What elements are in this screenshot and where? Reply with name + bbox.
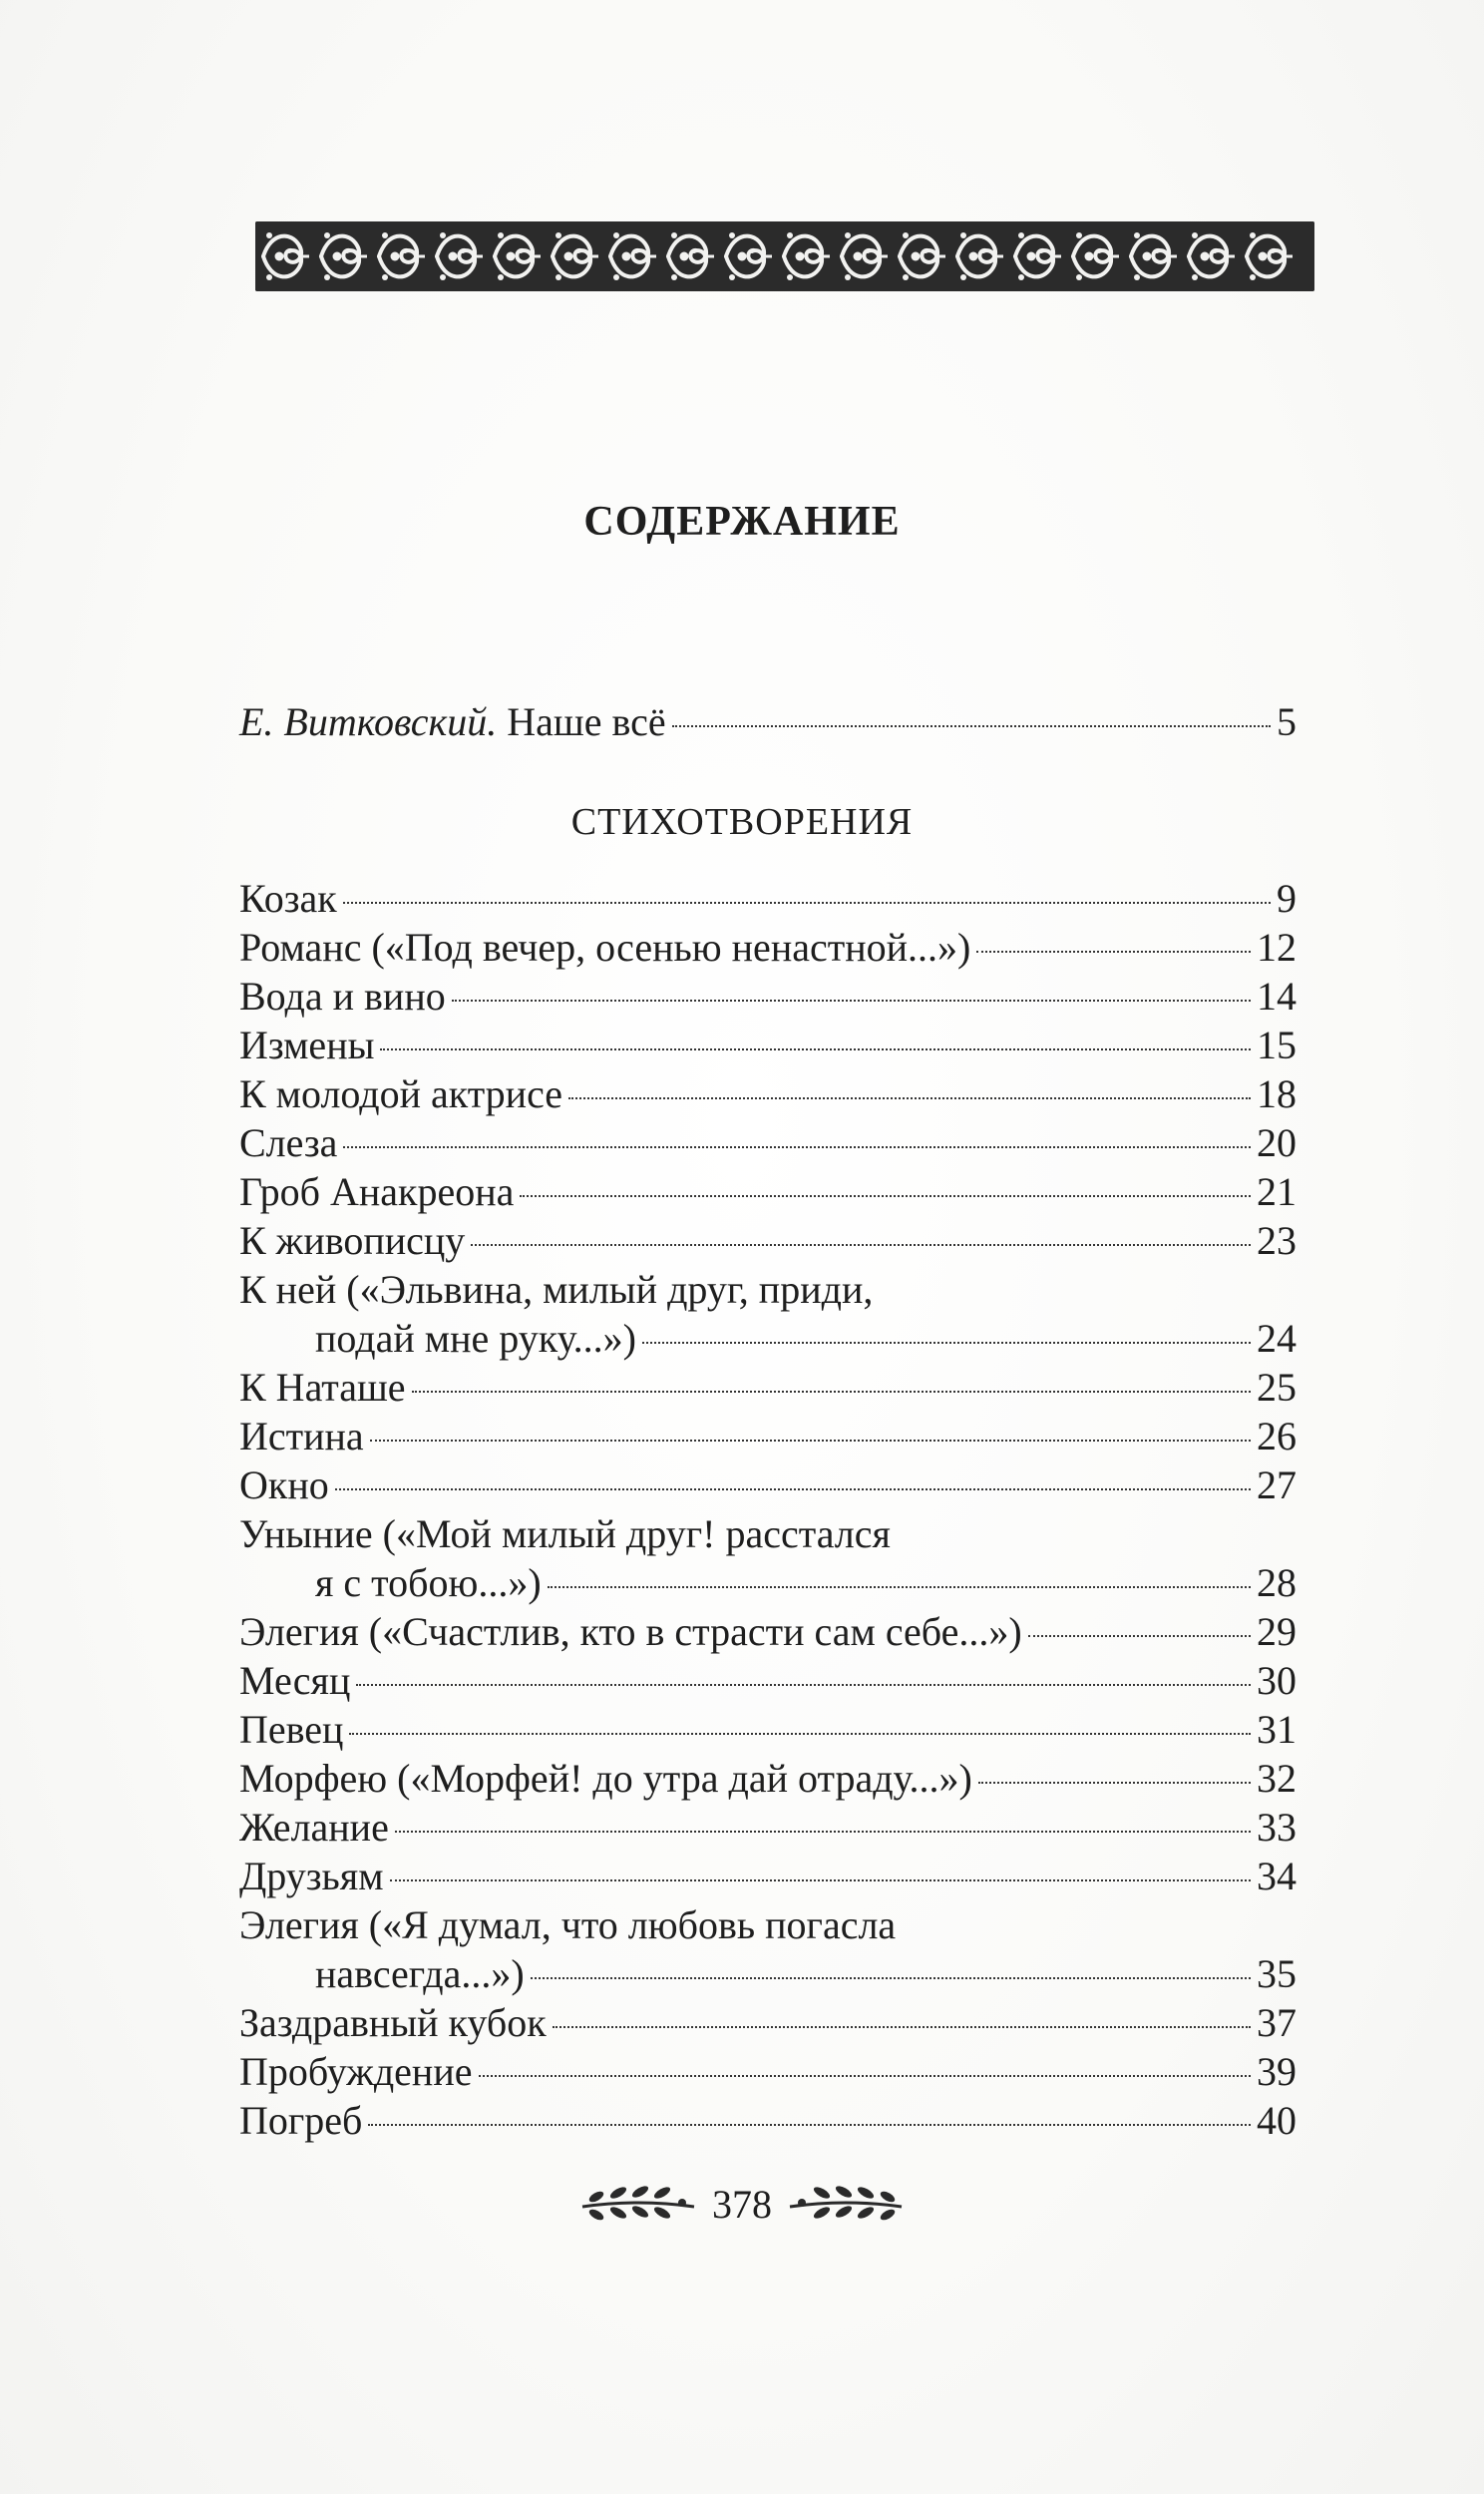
toc-entry-page: 29 [1257, 1609, 1297, 1654]
toc-entry-label: Погреб [239, 2098, 363, 2143]
toc-entry-page: 39 [1257, 2049, 1297, 2094]
toc-entry-label: К живописцу [239, 1218, 466, 1263]
floral-ornament-band-icon [255, 221, 1314, 291]
toc-entry[interactable] [239, 1853, 1297, 1900]
toc-entry-label: К Наташе [239, 1365, 406, 1410]
toc-entry-page: 40 [1257, 2098, 1297, 2143]
toc-entry-label-line1[interactable]: К ней («Эльвина, милый друг, приди, [239, 1267, 874, 1312]
toc-entry-label: Пробуждение [239, 2049, 473, 2094]
toc-entry[interactable] [239, 1217, 1297, 1265]
page-footer [0, 2175, 1484, 2235]
toc-entry-label: Слеза [239, 1120, 338, 1165]
toc-entry-page: 15 [1257, 1023, 1297, 1067]
toc-entry-page: 27 [1257, 1462, 1297, 1507]
toc-entry[interactable] [239, 875, 1297, 923]
toc-entry-label: Козак [239, 876, 337, 921]
dot-leader [1028, 1635, 1251, 1637]
dot-leader [395, 1831, 1251, 1833]
section-title: СТИХОТВОРЕНИЯ [570, 801, 914, 843]
dot-leader [343, 1146, 1251, 1148]
dot-leader [368, 2124, 1251, 2126]
dot-leader [452, 1000, 1251, 1002]
toc-entry-label: Певец [239, 1707, 344, 1752]
dot-leader [642, 1342, 1251, 1344]
toc-entry-page: 12 [1257, 925, 1297, 970]
toc-entry-label: Истина [239, 1414, 364, 1458]
dot-leader [479, 2075, 1252, 2077]
toc-entry-title: Наше всё [507, 699, 666, 744]
laurel-branch-right-icon [786, 2181, 906, 2230]
toc-entry-intro[interactable] [239, 698, 1297, 746]
toc-entry[interactable] [239, 1070, 1297, 1118]
dot-leader [976, 951, 1251, 953]
toc-entry[interactable] [239, 2097, 1297, 2145]
toc-entry-label: Измены [239, 1023, 375, 1067]
toc-entry[interactable] [239, 1022, 1297, 1069]
toc-entry-label: Элегия («Счастлив, кто в страсти сам себе...») [239, 1609, 1022, 1654]
dot-leader [520, 1195, 1251, 1197]
toc-entry-page: 37 [1257, 2000, 1297, 2045]
toc-entry[interactable] [239, 1559, 1297, 1607]
toc-entry-label-line2: навсегда...») [315, 1951, 525, 1996]
toc-entry-label: Месяц [239, 1658, 351, 1703]
toc-entry[interactable] [239, 1168, 1297, 1216]
dot-leader [412, 1391, 1251, 1393]
toc-entry-label: Заздравный кубок [239, 2000, 547, 2045]
toc-entry[interactable] [239, 973, 1297, 1021]
toc-entry[interactable] [239, 1950, 1297, 1998]
toc-entry[interactable] [239, 1315, 1297, 1363]
toc-entry[interactable] [239, 924, 1297, 972]
toc-entry-page: 28 [1257, 1560, 1297, 1605]
toc-entry[interactable] [239, 1706, 1297, 1754]
toc-entry[interactable] [239, 1755, 1297, 1803]
toc-entry-page: 5 [1277, 699, 1297, 744]
dot-leader [335, 1488, 1251, 1490]
toc-entry-label: Морфею («Морфей! до утра дай отраду...») [239, 1756, 972, 1801]
dot-leader [553, 2026, 1251, 2028]
toc-entry-page: 34 [1257, 1854, 1297, 1898]
toc-entry[interactable] [239, 1804, 1297, 1852]
page-title: СОДЕРЖАНИЕ [583, 499, 901, 545]
toc-entry-page: 24 [1257, 1316, 1297, 1361]
dot-leader [380, 1048, 1251, 1050]
toc-entry-label-line2: я с тобою...») [315, 1560, 542, 1605]
dot-leader [471, 1244, 1251, 1246]
toc-entry-author: Е. Витковский. [239, 699, 498, 744]
dot-leader [356, 1684, 1251, 1686]
toc-entry-label: К молодой актрисе [239, 1071, 563, 1116]
toc-entry[interactable] [239, 1608, 1297, 1656]
toc-entry-page: 14 [1257, 974, 1297, 1019]
laurel-branch-left-icon [578, 2181, 698, 2230]
dot-leader [672, 725, 1271, 727]
toc-entry-label-line1[interactable]: Элегия («Я думал, что любовь погасла [239, 1902, 897, 1947]
toc-entry[interactable] [239, 2048, 1297, 2096]
toc-entry[interactable] [239, 1657, 1297, 1705]
toc-entry[interactable] [239, 1413, 1297, 1460]
toc-entry-label: Вода и вино [239, 974, 446, 1019]
toc-entry[interactable] [239, 1119, 1297, 1167]
toc-entry-label: Романс («Под вечер, осенью ненастной...») [239, 925, 971, 970]
toc-entry-label [239, 698, 666, 746]
dot-leader [349, 1733, 1251, 1735]
dot-leader [343, 902, 1271, 904]
toc-entry-page: 30 [1257, 1658, 1297, 1703]
toc-entry-page: 32 [1257, 1756, 1297, 1801]
toc-entry-label: Друзьям [239, 1854, 384, 1898]
toc-entry-label-line1[interactable]: Уныние («Мой милый друг! расстался [239, 1511, 891, 1556]
dot-leader [531, 1977, 1251, 1979]
dot-leader [370, 1440, 1251, 1442]
toc-entry-page: 25 [1257, 1365, 1297, 1410]
toc-entry-page: 26 [1257, 1414, 1297, 1458]
toc-entry-page: 20 [1257, 1120, 1297, 1165]
toc-entry-page: 23 [1257, 1218, 1297, 1263]
toc-entry-label-line2: подай мне руку...») [315, 1316, 636, 1361]
toc-entry-label: Окно [239, 1462, 329, 1507]
dot-leader [548, 1586, 1251, 1588]
toc-entry-page: 9 [1277, 876, 1297, 921]
toc-entry[interactable] [239, 1364, 1297, 1412]
toc-entry-page: 35 [1257, 1951, 1297, 1996]
dot-leader [390, 1879, 1251, 1881]
toc-entry[interactable] [239, 1461, 1297, 1509]
dot-leader [978, 1782, 1251, 1784]
toc-entry-page: 21 [1257, 1169, 1297, 1214]
toc-entry-page: 31 [1257, 1707, 1297, 1752]
page-number: 378 [712, 2182, 772, 2227]
toc-entry[interactable] [239, 1999, 1297, 2047]
toc-entry-label: Желание [239, 1805, 389, 1850]
toc-entry-page: 18 [1257, 1071, 1297, 1116]
toc-entry-page: 33 [1257, 1805, 1297, 1850]
dot-leader [568, 1097, 1251, 1099]
toc-entry-label: Гроб Анакреона [239, 1169, 515, 1214]
